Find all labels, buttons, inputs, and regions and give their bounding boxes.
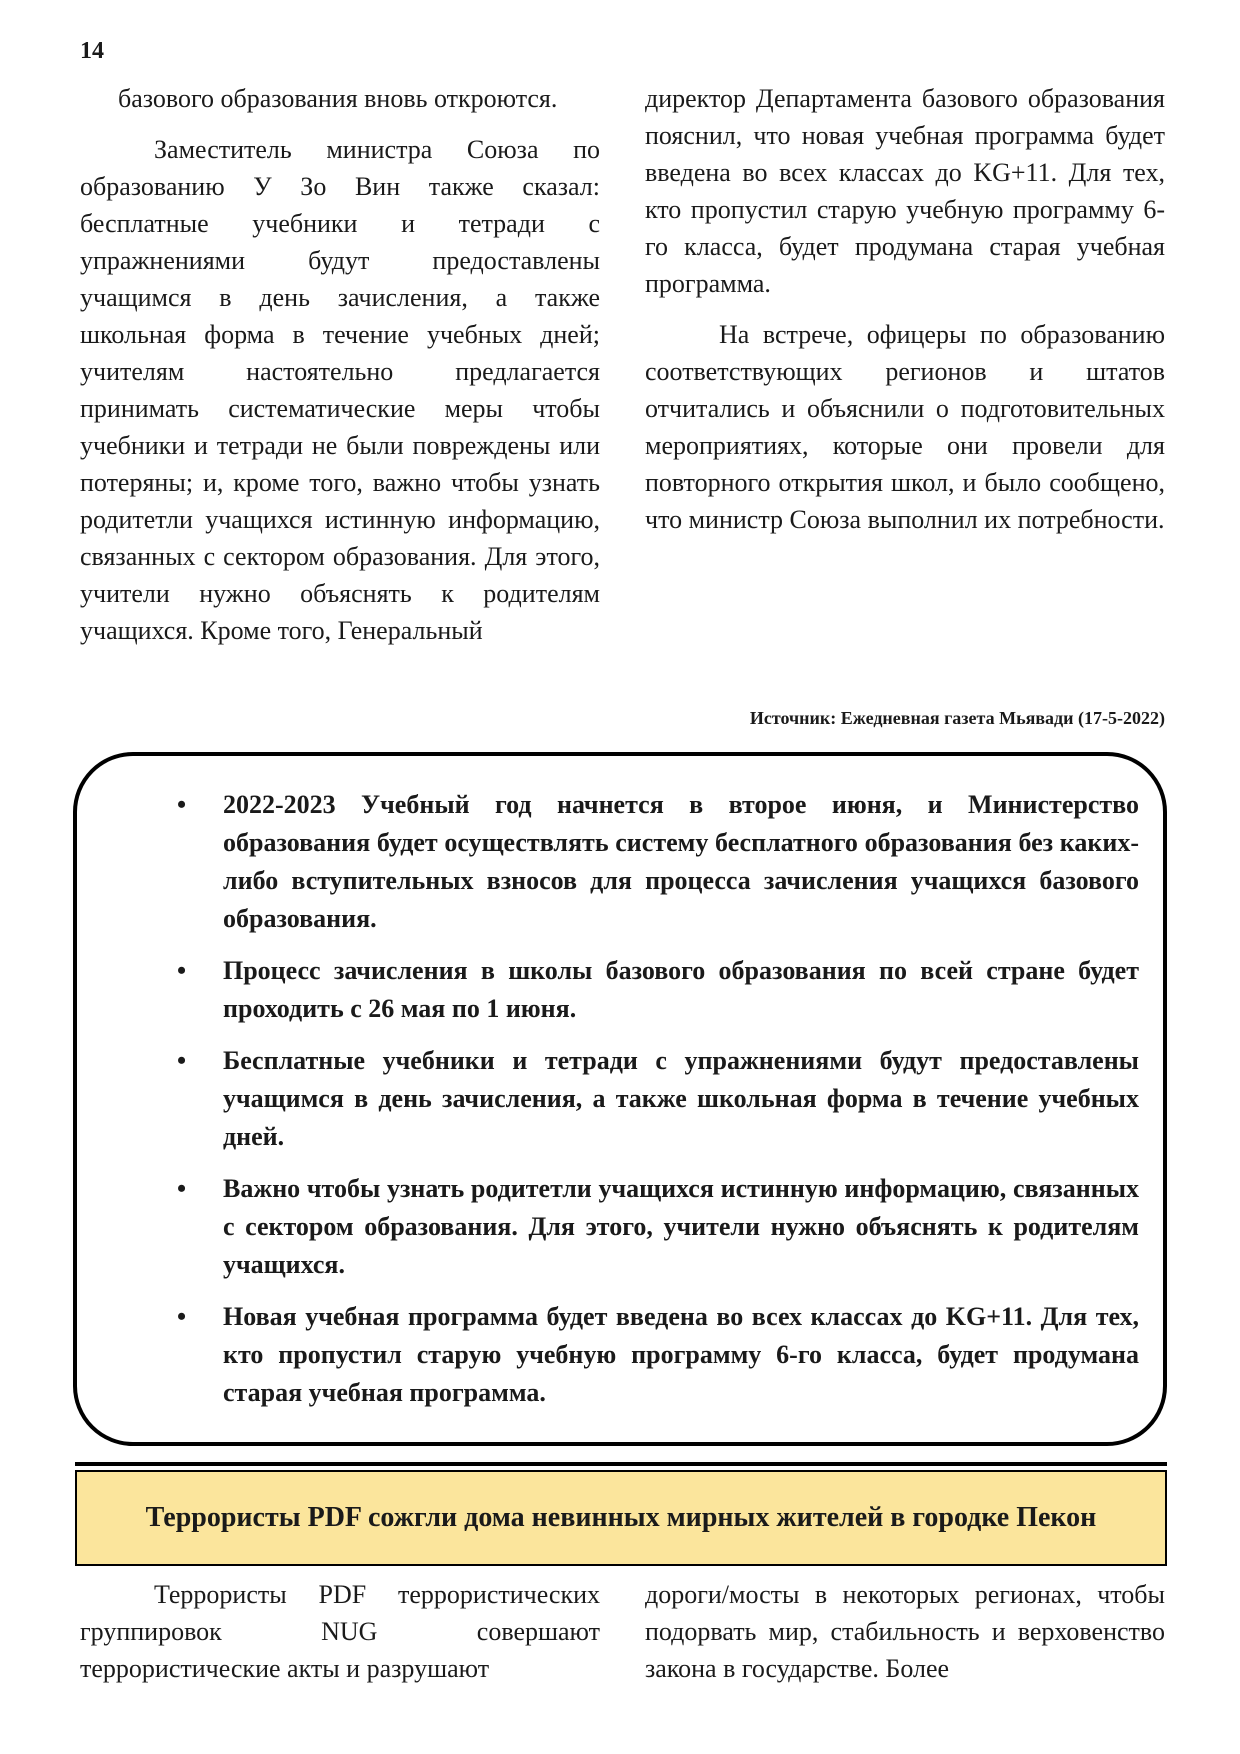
headline-banner (75, 1470, 1167, 1566)
article-right-column (645, 80, 1165, 538)
summary-list (149, 786, 1139, 1426)
bullet-icon: • (177, 790, 187, 819)
summary-item (149, 1042, 1139, 1156)
article2-left-column (80, 1576, 600, 1687)
bullet-icon: • (177, 1174, 187, 1203)
bullet-icon: • (177, 1046, 187, 1075)
summary-item (149, 1170, 1139, 1284)
article2-paragraph: Террористы PDF террористических группировок NUG совершают террористические акты и разрушают (80, 1580, 600, 1683)
article2-right-column (645, 1576, 1165, 1687)
summary-item (149, 786, 1139, 938)
article2-paragraph: дороги/мосты в некоторых регионах, чтобы подорвать мир, стабильность и верховенство закона в государстве. Более (645, 1580, 1165, 1683)
summary-item-text: Важно чтобы узнать родитетли учащихся истинную информацию, связанных с сектором образования. Для этого, учители нужно объяснять к родителям учащихся. (223, 1174, 1139, 1279)
summary-box (73, 752, 1167, 1446)
article-paragraph: На встрече, офицеры по образованию соответствующих регионов и штатов отчитались и объяснили о подготовительных мероприятиях, которые они провели для повторного открытия школ, и было сообщено, что министр Союза выполнил их потребности. (645, 320, 1165, 534)
summary-item-text: 2022-2023 Учебный год начнется в второе июня, и Министерство образования будет осуществлять систему бесплатного образования без каких-либо вступительных взносов для процесса зачисления учащихся базового образования. (223, 790, 1139, 933)
bullet-icon: • (177, 1302, 187, 1331)
summary-item (149, 952, 1139, 1028)
article-paragraph: Заместитель министра Союза по образованию У Зо Вин также сказал: бесплатные учебники и тетради с упражнениями будут предоставлены учащимся в день зачисления, а также школьная форма в течение учебных дней; учителям настоятельно предлагается принимать систематические меры чтобы учебники и тетради не были повреждены или потеряны; и, кроме того, важно чтобы узнать родитетли учащихся истинную информацию, связанных с сектором образования. Для этого, учители нужно объяснять к родителям учащихся. Кроме того, Генеральный (80, 135, 600, 645)
summary-item-text: Процесс зачисления в школы базового образования по всей стране будет проходить с 26 мая по 1 июня. (223, 956, 1139, 1023)
summary-item-text: Бесплатные учебники и тетради с упражнениями будут предоставлены учащимся в день зачисления, а также школьная форма в течение учебных дней. (223, 1046, 1139, 1151)
summary-item (149, 1298, 1139, 1412)
article-source: Источник: Ежедневная газета Мьявади (17-5-2022) (749, 708, 1165, 728)
article-headline: Террористы PDF сожгли дома невинных мирных жителей в городке Пекон (145, 1502, 1097, 1533)
section-divider (75, 1462, 1167, 1466)
summary-item-text: Новая учебная программа будет введена во всех классах до KG+11. Для тех, кто пропустил старую учебную программу 6-го класса, будет продумана старая учебная программа. (223, 1302, 1139, 1407)
article-left-column (80, 80, 600, 649)
bullet-icon: • (177, 956, 187, 985)
article-paragraph: директор Департамента базового образования пояснил, что новая учебная программа будет введена во всех классах до KG+11. Для тех, кто пропустил старую учебную программу 6-го класса, будет продумана старая учебная программа. (645, 84, 1165, 298)
page-number: 14 (80, 38, 104, 64)
article-paragraph: базового образования вновь откроются. (118, 84, 558, 113)
